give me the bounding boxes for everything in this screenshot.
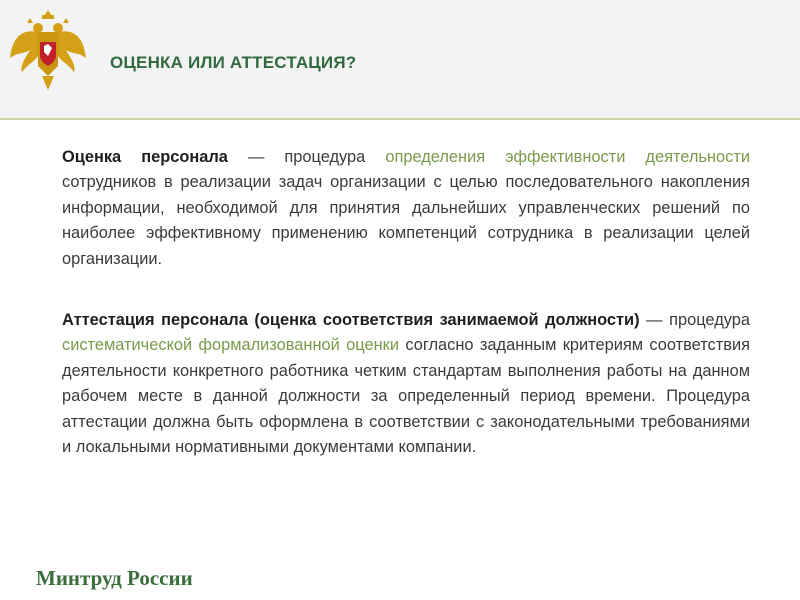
russian-coat-of-arms-icon (8, 8, 88, 94)
body-text: согласно заданным критериям соответствия деятельности конкретного работника четким стандартам выполнения работы на данном рабочем месте в данной должности за определенный период времени. Процедура аттестации должна быть оформлена в соответствии с законодательными требованиями и локальными нормативными документами компании. (62, 336, 750, 457)
highlight-text: определения эффективности деятельности (385, 148, 750, 166)
highlight-text: систематической формализованной оценки (62, 336, 399, 355)
dash-text: — процедура (227, 148, 386, 166)
paragraph-attestation (62, 308, 750, 460)
slide-header (0, 0, 800, 118)
slide-title: ОЦЕНКА ИЛИ АТТЕСТАЦИЯ? (110, 53, 357, 72)
header-divider (0, 118, 800, 120)
term-attestation: Аттестация персонала (оценка соответствия занимаемой должности) (62, 311, 640, 329)
body-text: сотрудников в реализации задач организации с целью последовательного накопления информации, необходимой для принятия дальнейших управленческих решений по наиболее эффективному применению компетенций сотрудника в реализации целей организации. (62, 173, 750, 268)
term-evaluation: Оценка персонала (62, 148, 228, 166)
footer-org-name: Минтруд России (36, 566, 193, 590)
paragraph-evaluation (62, 145, 750, 272)
dash-text: — процедура (639, 311, 750, 329)
